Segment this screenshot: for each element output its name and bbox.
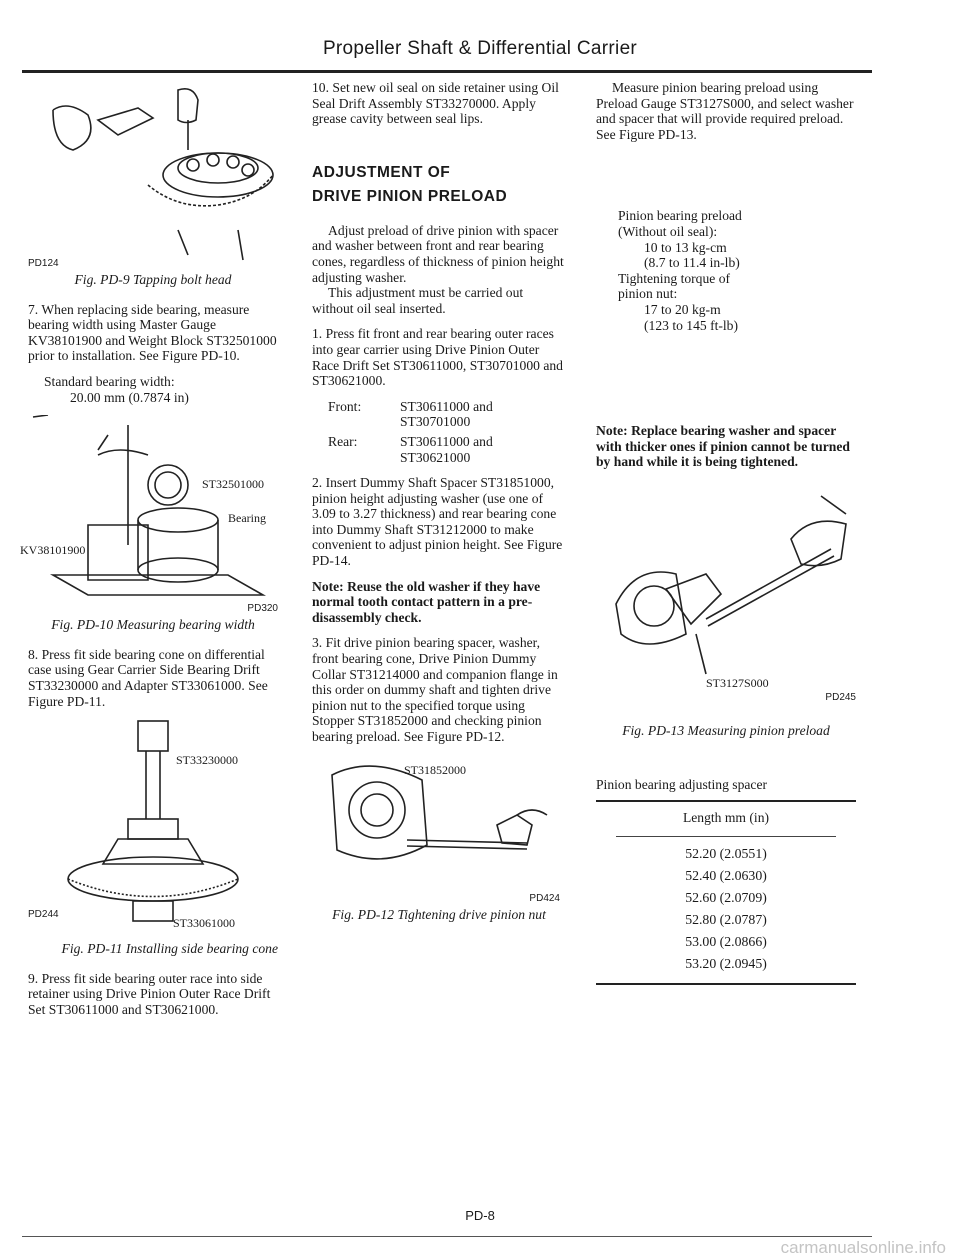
figure-label: Fig. PD-9 <box>74 272 130 287</box>
figure-caption-text: Tapping bolt head <box>133 272 232 287</box>
figure-pd-9 <box>28 80 278 270</box>
figure-caption-text: Measuring bearing width <box>116 617 255 633</box>
step-2: 2. Insert Dummy Shaft Spacer ST31851000, pinion height adjusting washer (use one of 3.09 to 3.27 thickness) and rear bearing cone into Dummy Shaft ST31212000 to make convenient to adjust pinion height. See Figure PD-14. <box>312 475 563 569</box>
spec-key: Front: <box>328 398 362 414</box>
figure-code: PD245 <box>825 691 856 703</box>
spec-key: Rear: <box>328 433 358 449</box>
figure-label: Fig. PD-11 <box>61 941 123 957</box>
figure-code: PD124 <box>28 258 59 269</box>
footer-rule <box>22 1236 872 1237</box>
spec-value: 20.00 mm (0.7874 in) <box>70 389 189 405</box>
figure-code: PD320 <box>247 603 278 615</box>
spec-value: 17 to 20 kg-m <box>644 301 721 317</box>
intro-paragraph-2: This adjustment must be carried out without oil seal inserted. <box>312 285 524 316</box>
figure-pd-11 <box>28 719 278 939</box>
figure-caption-text: Installing side bearing cone <box>125 941 278 957</box>
note-replace-washer: Note: Replace bearing washer and spacer with thicker ones if pinion cannot be turned by hand while it is being tightened. <box>596 423 850 470</box>
figure-caption <box>28 272 278 288</box>
figure-label: Fig. PD-13 <box>622 722 685 738</box>
spec-value: ST30701000 <box>400 414 471 430</box>
spec-line: Tightening torque of <box>618 270 731 286</box>
tapping-bolt-head-illustration <box>28 80 278 270</box>
table-row: 52.80 (2.0787) <box>685 911 767 927</box>
figure-label: Fig. PD-12 <box>332 906 395 922</box>
spec-value: ST30611000 and <box>400 398 493 414</box>
table-title: Pinion bearing adjusting spacer <box>596 776 768 792</box>
table-row: 52.20 (2.0551) <box>685 845 767 861</box>
heading-line-1: ADJUSTMENT OF <box>312 163 451 181</box>
note-reuse-washer: Note: Reuse the old washer if they have normal tooth contact pattern in a pre-disassembly check. <box>312 578 541 625</box>
step-1: 1. Press fit front and rear bearing outer races into gear carrier using Drive Pinion Outer Race Drift Set ST30611000, ST30701000 and ST30621000. <box>312 326 563 389</box>
heading-line-2: DRIVE PINION PRELOAD <box>312 187 508 205</box>
preload-spec-block <box>618 208 856 333</box>
spec-rear <box>328 434 566 465</box>
spec-value: (123 to 145 ft-lb) <box>644 317 739 333</box>
table-row: 52.60 (2.0709) <box>685 889 767 905</box>
figure-caption <box>28 941 278 957</box>
callout-preload-gauge: ST3127S000 <box>706 675 769 690</box>
intro-paragraph: Adjust preload of drive pinion with spacer and washer between front and rear bearing cones, regardless of thickness of pinion height adjusting washer. <box>312 222 564 285</box>
step-9: 9. Press fit side bearing outer race into side retainer using Drive Pinion Outer Race Drift Set ST30611000 and ST30621000. <box>28 970 271 1017</box>
figure-pd-10 <box>20 415 278 615</box>
callout-adapter: ST33061000 <box>173 916 236 931</box>
figure-caption-text: Tightening drive pinion nut <box>397 906 546 922</box>
callout-side-bearing-drift: ST33230000 <box>176 753 239 768</box>
column-left <box>20 80 278 1028</box>
spec-value: (8.7 to 11.4 in-lb) <box>644 255 740 271</box>
figure-caption <box>312 907 566 923</box>
figure-caption <box>596 723 856 739</box>
table-row: 52.40 (2.0630) <box>685 867 767 883</box>
callout-master-gauge: KV38101900 <box>20 543 86 558</box>
standard-bearing-width-spec <box>44 374 278 405</box>
section-heading <box>312 161 566 209</box>
step-10: 10. Set new oil seal on side retainer using Oil Seal Drift Assembly ST33270000. Apply grease cavity between seal lips. <box>312 80 559 127</box>
page-number: PD-8 <box>465 1208 495 1223</box>
measuring-pinion-preload-illustration <box>596 494 856 699</box>
figure-label: Fig. PD-10 <box>51 617 114 633</box>
table-rule-bottom <box>596 983 856 985</box>
table-row: 53.20 (2.0945) <box>685 955 767 971</box>
spec-line: Pinion bearing preload <box>618 208 742 224</box>
column-middle <box>312 80 566 936</box>
figure-code: PD244 <box>28 909 59 921</box>
step-8: 8. Press fit side bearing cone on differential case using Gear Carrier Side Bearing Drift ST33230000 and Adapter ST33061000. See Figure PD-11. <box>28 646 268 709</box>
figure-caption-text: Measuring pinion preload <box>687 722 830 738</box>
figure-pd-13 <box>596 494 856 703</box>
table-header: Length mm (in) <box>682 810 770 826</box>
callout-stopper: ST31852000 <box>404 762 467 777</box>
header-rule <box>22 70 872 73</box>
figure-caption <box>28 617 278 633</box>
column-right <box>596 80 856 985</box>
callout-bearing: Bearing <box>228 511 266 526</box>
spec-label: Standard bearing width: <box>44 373 175 389</box>
figure-code: PD424 <box>529 892 560 904</box>
spec-front <box>328 399 566 430</box>
spec-value: ST30621000 <box>400 449 471 465</box>
adjusting-spacer-table <box>596 777 856 985</box>
installing-side-bearing-cone-illustration <box>28 719 278 939</box>
watermark: carmanualsonline.info <box>780 1238 946 1257</box>
table-rule-mid <box>616 836 836 837</box>
spec-line: (Without oil seal): <box>618 223 718 239</box>
spec-value: 10 to 13 kg-cm <box>644 239 727 255</box>
step-3: 3. Fit drive pinion bearing spacer, washer, front bearing cone, Drive Pinion Dummy Collar ST31214000 and companion flange in this order on dummy shaft and tighten drive pinion nut to the specified torque using Stopper ST31852000 and checking pinion bearing preload. See Figure PD-12. <box>312 635 558 744</box>
step-7: 7. When replacing side bearing, measure bearing width using Master Gauge KV38101900 and Weight Block ST32501000 prior to installation. See Figure PD-10. <box>28 301 277 364</box>
figure-pd-12 <box>312 755 566 905</box>
measure-paragraph: Measure pinion bearing preload using Preload Gauge ST3127S000, and select washer and spacer that will provide required preload. See Figure PD-13. <box>596 80 854 142</box>
spec-value: ST30611000 and <box>400 433 493 449</box>
spec-line: pinion nut: <box>618 286 678 302</box>
callout-weight-block: ST32501000 <box>202 477 265 492</box>
page-header-title: Propeller Shaft & Differential Carrier <box>322 38 638 59</box>
table-row: 53.00 (2.0866) <box>685 933 767 949</box>
